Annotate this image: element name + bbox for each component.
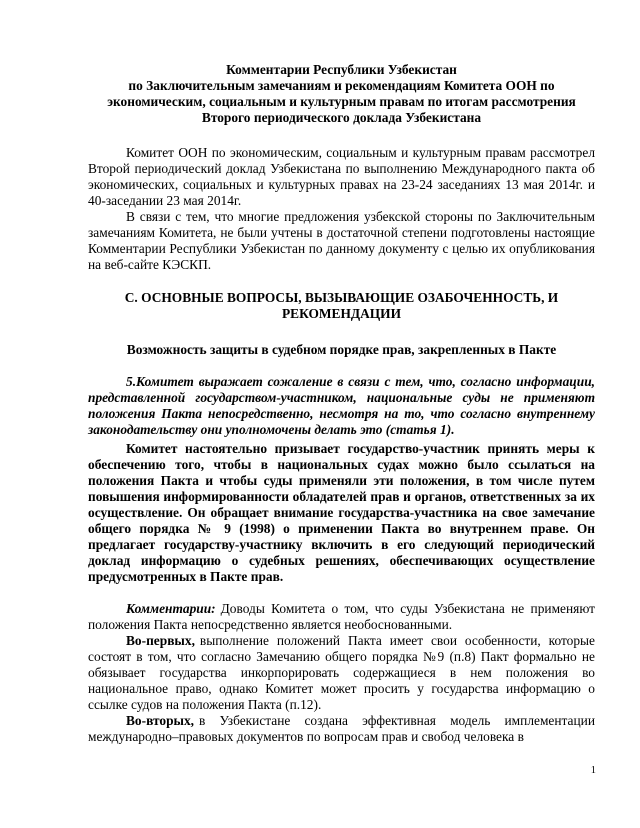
section-heading [88, 290, 595, 322]
title-line-3: экономическим, социальным и культурным правам по итогам рассмотрения [107, 94, 576, 109]
title-line-2: по Заключительным замечаниям и рекомендациям Комитета ООН по [128, 78, 555, 93]
comments-body: Доводы Комитета о том, что суды Узбекистана не применяют положения Пакта непосредственно является необоснованными. [88, 601, 595, 632]
section-heading-line-2: РЕКОМЕНДАЦИИ [281, 306, 402, 321]
committee-observation-paragraph: 5.Комитет выражает сожаление в связи с тем, что, согласно информации, представленной государством-участником, национальные суды не применяют положения Пакта непосредственно, несмотря на то, что согласно внутреннему законодательству они уполномочены делать это (статья 1). [88, 374, 595, 437]
comments-paragraph [88, 601, 595, 633]
committee-recommendation-paragraph: Комитет настоятельно призывает государство-участник принять меры к обеспечению того, чтобы в национальных судах можно было ссылаться на положения Пакта и чтобы суды применяли эти положения, в том числе путем повышения информированности обладателей прав и органов, ответственных за их осуществление. Он обращает внимание государства-участника на свое замечание общего порядка № 9 (1998) о применении Пакта во внутреннем праве. Он предлагает государству-участнику включить в его следующий периодический доклад информацию о судебных решениях, обеспечивающих осуществление предусмотренных в Пакте прав. [88, 441, 595, 584]
title-line-4: Второго периодического доклада Узбекистана [201, 110, 482, 125]
second-point-paragraph [88, 713, 595, 745]
first-point-paragraph [88, 633, 595, 713]
title-line-1: Комментарии Республики Узбекистан [226, 62, 457, 77]
section-heading-line-1: С. ОСНОВНЫЕ ВОПРОСЫ, ВЫЗЫВАЮЩИЕ ОЗАБОЧЕННОСТЬ, И [124, 290, 559, 305]
intro-paragraph-2: В связи с тем, что многие предложения узбекской стороны по Заключительным замечаниям Комитета, не были учтены в достаточной степени подготовлены настоящие Комментарии Республики Узбекистан по данному документу с целью их опубликования на веб-сайте КЭСКП. [88, 209, 595, 272]
first-point-lead: Во-первых, [126, 633, 195, 648]
document-title [88, 62, 595, 126]
first-point-body: выполнение положений Пакта имеет свои особенности, которые состоят в том, что согласно Замечанию общего порядка №9 (п.8) Пакт формально не обязывает государства инкорпорировать содержащиеся в нем положения во национальное право, однако Комитет может просить у государства информацию о ссылке судов на положения Пакта (п.12). [88, 633, 595, 712]
page-number: 1 [590, 765, 596, 776]
second-point-lead: Во-вторых, [126, 713, 195, 728]
intro-paragraph-1: Комитет ООН по экономическим, социальным и культурным правам рассмотрел Второй периодический доклад Узбекистана по выполнению Международного пакта об экономических, социальных и культурных правах на 23-24 заседаниях 13 мая 2014г. и 40-заседании 23 мая 2014г. [88, 145, 595, 208]
second-point-body: в Узбекистане создана эффективная модель имплементации международно–правовых документов по вопросам прав и свобод человека в [88, 713, 595, 744]
comments-label: Комментарии: [126, 601, 216, 616]
section-subheading: Возможность защиты в судебном порядке прав, закрепленных в Пакте [126, 342, 557, 357]
